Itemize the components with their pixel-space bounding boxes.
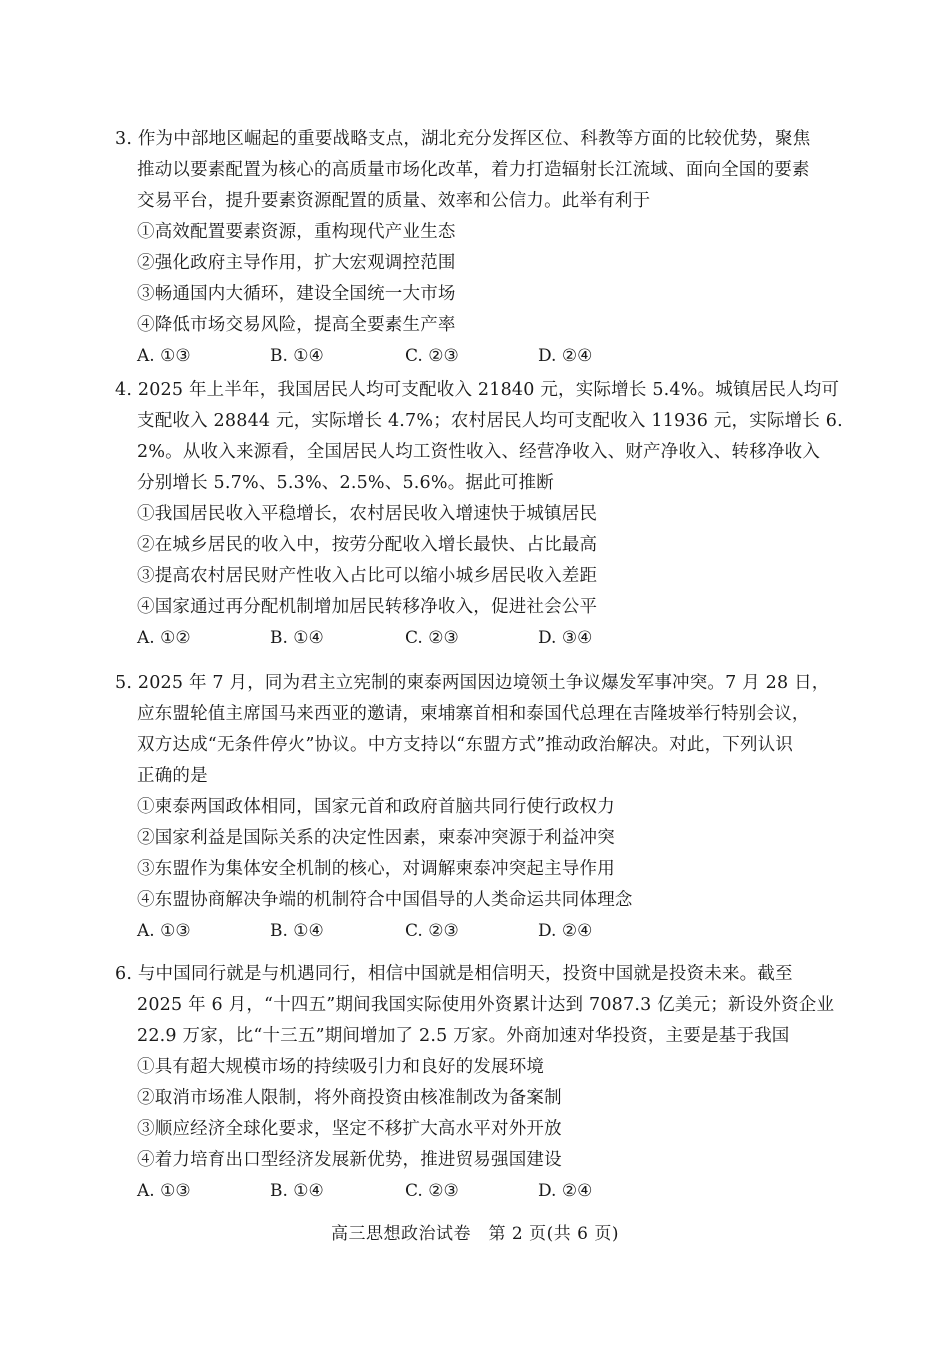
question-stem-line: 分别增长 5.7%、5.3%、2.5%、5.6%。据此可推断 bbox=[137, 473, 554, 493]
choice-d: D. ②④ bbox=[538, 346, 593, 366]
choice-a: A. ①③ bbox=[137, 1181, 191, 1201]
choice-b: B. ①④ bbox=[270, 346, 324, 366]
statement-3: ③提高农村居民财产性收入占比可以缩小城乡居民收入差距 bbox=[137, 566, 598, 586]
statement-3: ③畅通国内大循环，建设全国统一大市场 bbox=[137, 284, 456, 304]
question-5 bbox=[115, 668, 840, 947]
choice-c: C. ②③ bbox=[405, 921, 459, 941]
answer-choices bbox=[115, 341, 840, 372]
choice-a: A. ①③ bbox=[137, 921, 191, 941]
choice-d: D. ②④ bbox=[538, 921, 593, 941]
question-4 bbox=[115, 375, 843, 654]
choice-d: D. ③④ bbox=[538, 628, 593, 648]
statement-2: ②国家利益是国际关系的决定性因素，柬泰冲突源于利益冲突 bbox=[137, 828, 615, 848]
question-stem-line: 支配收入 28844 元，实际增长 4.7%；农村居民人均可支配收入 11936 元，实际增长 6. bbox=[137, 411, 843, 431]
question-stem-line: 正确的是 bbox=[137, 766, 208, 786]
question-stem-line: 22.9 万家，比“十三五”期间增加了 2.5 万家。外商加速对华投资，主要是基于我国 bbox=[137, 1026, 790, 1046]
statement-3: ③东盟作为集体安全机制的核心，对调解柬泰冲突起主导作用 bbox=[137, 859, 615, 879]
choice-c: C. ②③ bbox=[405, 1181, 459, 1201]
question-6 bbox=[115, 959, 840, 1207]
choice-c: C. ②③ bbox=[405, 346, 459, 366]
answer-choices bbox=[115, 1176, 840, 1207]
question-stem-line: 3. 作为中部地区崛起的重要战略支点，湖北充分发挥区位、科教等方面的比较优势，聚焦 bbox=[115, 129, 811, 149]
question-stem-line: 2%。从收入来源看，全国居民人均工资性收入、经营净收入、财产净收入、转移净收入 bbox=[137, 442, 821, 462]
choice-a: A. ①② bbox=[137, 628, 191, 648]
statement-2: ②取消市场准人限制，将外商投资由核准制改为备案制 bbox=[137, 1088, 562, 1108]
statement-2: ②在城乡居民的收入中，按劳分配收入增长最快、占比最高 bbox=[137, 535, 598, 555]
statement-1: ①我国居民收入平稳增长，农村居民收入增速快于城镇居民 bbox=[137, 504, 598, 524]
statement-1: ①柬泰两国政体相同，国家元首和政府首脑共同行使行政权力 bbox=[137, 797, 615, 817]
statement-1: ①具有超大规模市场的持续吸引力和良好的发展环境 bbox=[137, 1057, 545, 1077]
choice-b: B. ①④ bbox=[270, 628, 324, 648]
statement-4: ④着力培育出口型经济发展新优势，推进贸易强国建设 bbox=[137, 1150, 562, 1170]
statement-4: ④降低市场交易风险，提高全要素生产率 bbox=[137, 315, 456, 335]
statement-4: ④东盟协商解决争端的机制符合中国倡导的人类命运共同体理念 bbox=[137, 890, 633, 910]
question-stem-line: 6. 与中国同行就是与机遇同行，相信中国就是相信明天，投资中国就是投资未来。截至 bbox=[115, 964, 793, 984]
choice-d: D. ②④ bbox=[538, 1181, 593, 1201]
question-stem-line: 4. 2025 年上半年，我国居民人均可支配收入 21840 元，实际增长 5.4%。城镇居民人均可 bbox=[115, 380, 840, 400]
statement-2: ②强化政府主导作用，扩大宏观调控范围 bbox=[137, 253, 456, 273]
statement-4: ④国家通过再分配机制增加居民转移净收入，促进社会公平 bbox=[137, 597, 598, 617]
choice-c: C. ②③ bbox=[405, 628, 459, 648]
answer-choices bbox=[115, 623, 840, 654]
question-stem-line: 应东盟轮值主席国马来西亚的邀请，柬埔寨首相和泰国代总理在吉隆坡举行特别会议， bbox=[137, 704, 810, 724]
question-stem-line: 2025 年 6 月，“十四五”期间我国实际使用外资累计达到 7087.3 亿美元；新设外资企业 bbox=[137, 995, 835, 1015]
choice-b: B. ①④ bbox=[270, 1181, 324, 1201]
choice-a: A. ①③ bbox=[137, 346, 191, 366]
question-3 bbox=[115, 124, 840, 372]
question-stem-line: 交易平台，提升要素资源配置的质量、效率和公信力。此举有利于 bbox=[137, 191, 651, 211]
statement-3: ③顺应经济全球化要求，坚定不移扩大高水平对外开放 bbox=[137, 1119, 562, 1139]
question-stem-line: 5. 2025 年 7 月，同为君主立宪制的柬泰两国因边境领土争议爆发军事冲突。7 月 28 日， bbox=[115, 673, 830, 693]
statement-1: ①高效配置要素资源，重构现代产业生态 bbox=[137, 222, 456, 242]
page-footer: 高三思想政治试卷 第 2 页(共 6 页) bbox=[330, 1224, 619, 1244]
answer-choices bbox=[115, 916, 840, 947]
question-stem-line: 双方达成“无条件停火”协议。中方支持以“东盟方式”推动政治解决。对此，下列认识 bbox=[137, 735, 794, 755]
choice-b: B. ①④ bbox=[270, 921, 324, 941]
question-stem-line: 推动以要素配置为核心的高质量市场化改革，着力打造辐射长江流域、面向全国的要素 bbox=[137, 160, 810, 180]
